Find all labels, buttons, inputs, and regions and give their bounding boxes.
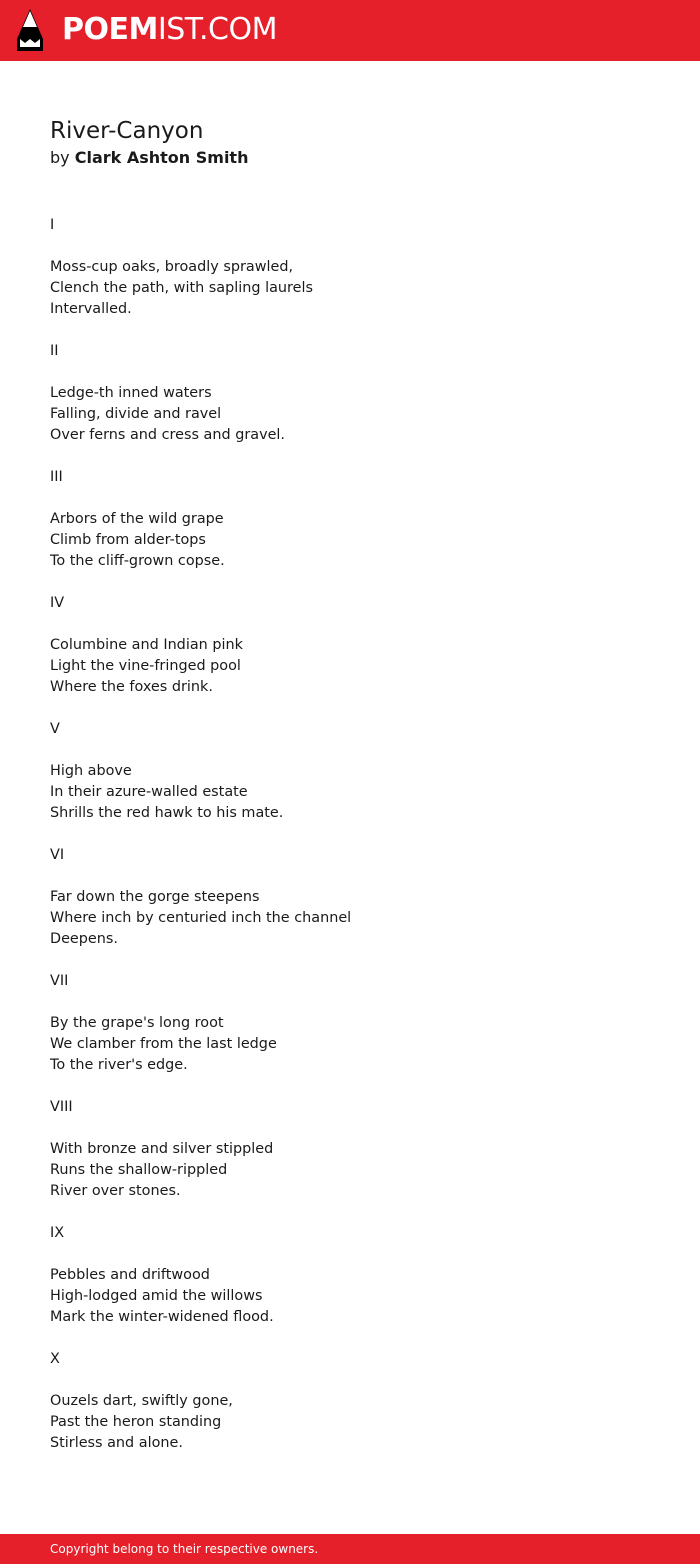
poem-line: Falling, divide and ravel [50,406,222,422]
site-header [0,0,700,61]
stanza-number: V [50,721,60,737]
stanza-gap [50,572,650,593]
poem-line: Runs the shallow-rippled [50,1162,228,1178]
poem-line: We clamber from the last ledge [50,1036,277,1052]
stanza-gap [50,1076,650,1097]
poem-line: To the cliff-grown copse. [50,553,225,569]
poem-line: Clench the path, with sapling laurels [50,280,313,296]
poem-line: Deepens. [50,931,118,947]
poem-line: With bronze and silver stippled [50,1141,274,1157]
poem-line: Stirless and alone. [50,1435,183,1451]
stanza-gap [50,236,650,257]
poem-line: Mark the winter-widened flood. [50,1309,274,1325]
stanza-gap [50,1328,650,1349]
stanza-gap [50,488,650,509]
stanza-gap [50,1202,650,1223]
byline [50,146,650,170]
stanza-number: VI [50,847,65,863]
stanza-gap [50,698,650,719]
stanza-gap [50,866,650,887]
poem-line: Over ferns and cress and gravel. [50,427,286,443]
poem-line: Past the heron standing [50,1414,222,1430]
poem-line: Intervalled. [50,301,132,317]
poem-line: Pebbles and driftwood [50,1267,210,1283]
author-name[interactable]: Clark Ashton Smith [74,148,249,167]
poem-line: Where inch by centuried inch the channel [50,910,352,926]
stanza-number: VII [50,973,69,989]
poem-line: Ouzels dart, swiftly gone, [50,1393,233,1409]
stanza-gap [50,740,650,761]
stanza-gap [50,1370,650,1391]
stanza-gap [50,446,650,467]
poem-line: In their azure-walled estate [50,784,248,800]
poem-line: To the river's edge. [50,1057,188,1073]
stanza-gap [50,614,650,635]
poem-line: Light the vine-fringed pool [50,658,241,674]
stanza-number: IV [50,595,65,611]
stanza-gap [50,992,650,1013]
stanza-number: IX [50,1225,65,1241]
brand-bold: POEM [62,12,158,47]
stanza-number: VIII [50,1099,73,1115]
stanza-gap [50,362,650,383]
stanza-number: I [50,217,55,233]
poem-line: Shrills the red hawk to his mate. [50,805,284,821]
poem-line: Where the foxes drink. [50,679,213,695]
stanza-gap [50,1118,650,1139]
pencil-icon[interactable] [17,9,43,51]
poem-line: High-lodged amid the willows [50,1288,263,1304]
stanza-gap [50,950,650,971]
site-footer [0,1534,700,1564]
by-label: by [50,148,70,167]
stanza-gap [50,824,650,845]
poem-title: River-Canyon [50,118,204,144]
stanza-number: III [50,469,63,485]
poem-content [50,116,650,1454]
stanza-gap [50,320,650,341]
brand-light: IST.COM [157,12,277,47]
poem-line: Far down the gorge steepens [50,889,260,905]
poem-line: Moss-cup oaks, broadly sprawled, [50,259,294,275]
poem-line: Arbors of the wild grape [50,511,224,527]
poem-line: Climb from alder-tops [50,532,206,548]
poem-line: Columbine and Indian pink [50,637,243,653]
stanza-gap [50,1244,650,1265]
stanza-number: X [50,1351,60,1367]
poem-line: Ledge-th inned waters [50,385,212,401]
copyright-text: Copyright belong to their respective owners. [50,1542,319,1556]
poem-line: High above [50,763,132,779]
poem-body [50,215,650,1454]
poem-line: River over stones. [50,1183,181,1199]
stanza-number: II [50,343,59,359]
poem-line: By the grape's long root [50,1015,224,1031]
site-logo[interactable] [62,12,277,48]
